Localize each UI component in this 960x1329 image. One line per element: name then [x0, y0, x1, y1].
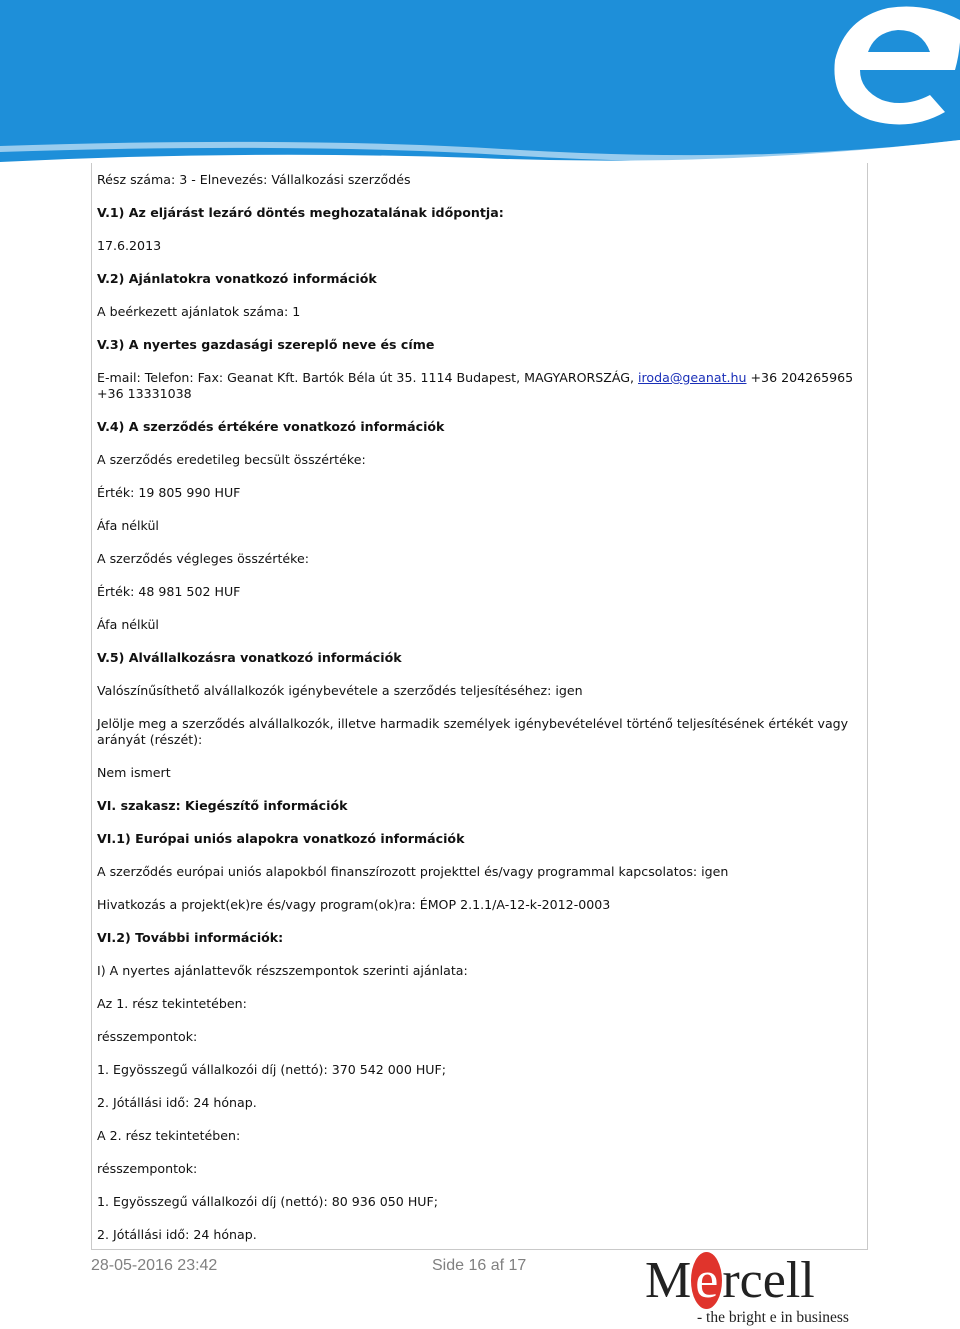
section-heading: VI. szakasz: Kiegészítő információk: [97, 798, 348, 813]
section-heading: V.3) A nyertes gazdasági szereplő neve és címe: [97, 337, 435, 352]
body-paragraph: I) A nyertes ajánlattevők részszempontok szerinti ajánlata:: [97, 963, 468, 978]
body-paragraph: Jelölje meg a szerződés alvállalkozók, illetve harmadik személyek igénybevételével történő teljesítésének értékét vagy arányát (részét):: [97, 716, 849, 747]
footer-date: 28-05-2016 23:42: [91, 1257, 218, 1274]
footer-page-number: Side 16 af 17: [432, 1257, 527, 1274]
body-paragraph: Az 1. rész tekintetében:: [97, 996, 247, 1011]
body-paragraph: A szerződés végleges összértéke:: [97, 551, 309, 566]
body-paragraph: Áfa nélkül: [97, 617, 159, 632]
body-paragraph: A szerződés európai uniós alapokból finanszírozott projekttel és/vagy programmal kapcsolatos: igen: [97, 864, 729, 879]
body-paragraph: Érték: 48 981 502 HUF: [97, 584, 241, 599]
body-paragraph: résszempontok:: [97, 1029, 198, 1044]
body-paragraph: Érték: 19 805 990 HUF: [97, 485, 241, 500]
body-paragraph: A beérkezett ajánlatok száma: 1: [97, 304, 301, 319]
body-paragraph: 1. Egyösszegű vállalkozói díj (nettó): 80 936 050 HUF;: [97, 1194, 439, 1209]
body-paragraph: [97, 370, 863, 402]
body-paragraph: Hivatkozás a projekt(ek)re és/vagy program(ok)ra: ÉMOP 2.1.1/A-12-k-2012-0003: [97, 897, 611, 912]
body-paragraph: 2. Jótállási idő: 24 hónap.: [97, 1095, 257, 1110]
body-paragraph: A szerződés eredetileg becsült összértéke:: [97, 452, 366, 467]
body-paragraph: Valószínűsíthető alvállalkozók igénybevétele a szerződés teljesítéséhez: igen: [97, 683, 583, 698]
section-heading: V.5) Alvállalkozásra vonatkozó információk: [97, 650, 402, 665]
body-paragraph: 17.6.2013: [97, 238, 162, 253]
document-body: [97, 172, 863, 1260]
mercell-tagline: - the bright e in business: [697, 1309, 849, 1326]
footer-divider: [91, 1249, 868, 1250]
section-heading: VI.1) Európai uniós alapokra vonatkozó információk: [97, 831, 465, 846]
para-text: +36 204265965 +36 13331038: [97, 370, 854, 401]
body-paragraph: Nem ismert: [97, 765, 171, 780]
section-heading: V.2) Ajánlatokra vonatkozó információk: [97, 271, 377, 286]
mercell-wordmark: Mercell: [645, 1252, 815, 1309]
email-link[interactable]: iroda@geanat.hu: [638, 370, 747, 385]
body-paragraph: Rész száma: 3 - Elnevezés: Vállalkozási szerződés: [97, 172, 411, 187]
section-heading: VI.2) További információk:: [97, 930, 284, 945]
mercell-logo-icon: [645, 1253, 870, 1329]
section-heading: V.4) A szerződés értékére vonatkozó információk: [97, 419, 445, 434]
para-text: E-mail: Telefon: Fax: Geanat Kft. Bartók Béla út 35. 1114 Budapest, MAGYARORSZÁG,: [97, 370, 639, 385]
body-paragraph: 2. Jótállási idő: 24 hónap.: [97, 1227, 257, 1242]
section-heading: V.1) Az eljárást lezáró döntés meghozatalának időpontja:: [97, 205, 504, 220]
header-banner: [0, 0, 960, 162]
body-paragraph: A 2. rész tekintetében:: [97, 1128, 241, 1143]
body-paragraph: Áfa nélkül: [97, 518, 159, 533]
body-paragraph: 1. Egyösszegű vállalkozói díj (nettó): 370 542 000 HUF;: [97, 1062, 447, 1077]
body-paragraph: résszempontok:: [97, 1161, 198, 1176]
